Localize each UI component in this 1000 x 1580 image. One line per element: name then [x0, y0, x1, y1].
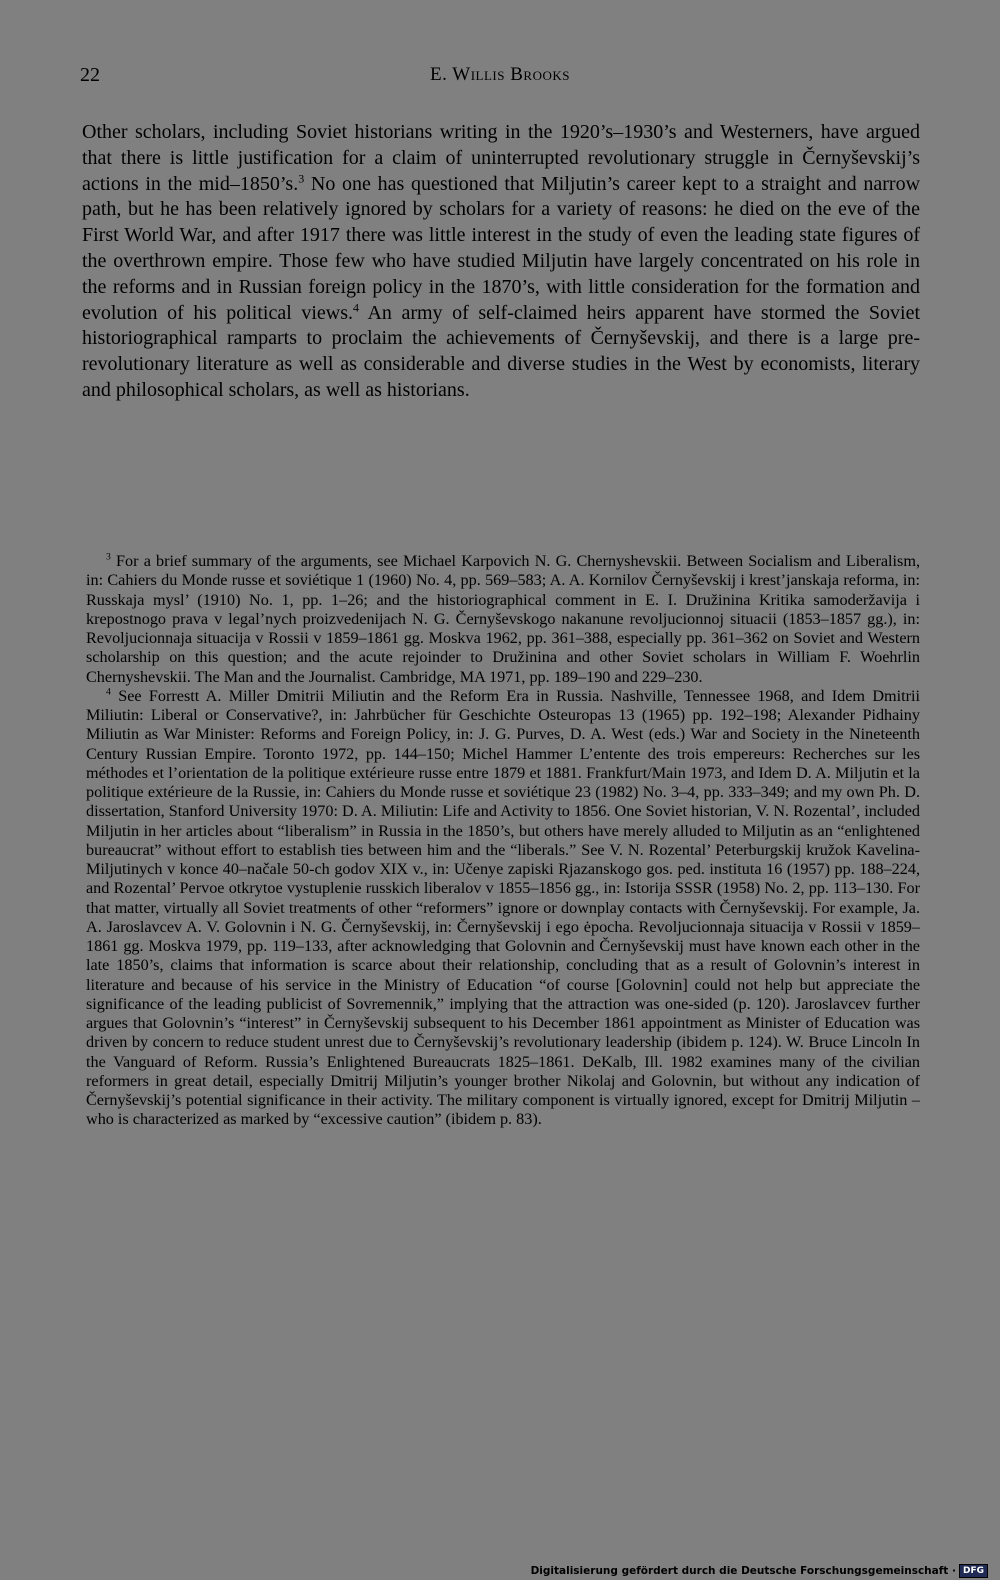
footnote-4 [86, 687, 920, 1130]
body-text-c: An army of self-claimed heirs apparent have stormed the Soviet historiographical ramparts to proclaim the achievements of Černyševskij, and there is a large pre-revolutionary literature as well as considerable and diverse studies in the West by economists, literary and philosophical scholars, as well as historians. [82, 301, 921, 401]
footnote-text: See Forrestt A. Miller Dmitrii Miliutin and the Reform Era in Russia. Nashville, Tennessee 1968, and Idem Dmitrii Miliutin: Liberal or Conservative?, in: Jahrbücher für Geschichte Osteuropas 13 (1965) pp. 192–198; Alexander Pidhainy Miliutin as War Minister: Reforms and Foreign Policy, in: J. G. Purves, D. A. West (eds.) War and Society in the Nineteenth Century Russian Empire. Toronto 1972, pp. 144–150; Michel Hammer L’entente des trois empereurs: Recherches sur les méthodes et l’orientation de la politique extérieure russe entre 1879 et 1881. Frankfurt/Main 1973, and Idem D. A. Miljutin et la politique extérieure de la Russie, in: Cahiers du Monde russe et soviétique 23 (1982) No. 3–4, pp. 333–349; and my own Ph. D. dissertation, Stanford University 1970: D. A. Miliutin: Life and Activity to 1856. One Soviet historian, V. N. Rozental’, included Miljutin in her articles about “liberalism” in Russia in the 1850’s, but others have merely alluded to Miljutin as an “enlightened bureaucrat” without effort to establish ties between him and the “liberals.” See V. N. Rozental’ Peterburgskij kružok Kavelina-Miljutinych v konce 40–načale 50-ch godov XIX v., in: Učenye zapiski Rjazanskogo gos. ped. instituta 16 (1957) pp. 188–224, and Rozental’ Pervoe otkrytoe vystuplenie russkich liberalov v 1855–1856 gg., in: Istorija SSSR (1958) No. 2, pp. 113–130. For that matter, virtually all Soviet treatments of other “reformers” ignore or downplay contacts with Černyševskij. For example, Ja. A. Jaroslavcev A. V. Golovnin i N. G. Černyševskij, in: Černyševskij i ego ėpocha. Revoljucionnaja situacija v Rossii v 1859–1861 gg. Moskva 1979, pp. 119–133, after acknowledging that Golovnin and Černyševskij must have known each other in the late 1850’s, claims that information is scarce about their relationship, concluding that as a result of Golovnin’s interest in literature and because of his service in the Ministry of Education “of course [Golovnin] could not help but appreciate the significance of the leading publicist of Sovremennik,” implying that the attraction was one-sided (p. 120). Jaroslavcev further argues that Golovnin’s “interest” in Černyševskij subsequent to his December 1861 appointment as Minister of Education was driven by concern to reduce student unrest due to Černyševskij’s revolutionary leadership (ibidem p. 124). W. Bruce Lincoln In the Vanguard of Reform. Russia’s Enlightened Bureaucrats 1825–1861. DeKalb, Ill. 1982 examines many of the civilian reformers in great detail, especially Dmitrij Miljutin’s younger brother Nikolaj and Golovnin, but without any indication of Černyševskij’s potential significance in their activity. The military component is virtually ignored, except for Dmitrij Miljutin – who is characterized as marked by “excessive caution” (ibidem p. 83). [86, 686, 920, 1129]
body-text-b: No one has questioned that Miljutin’s career kept to a straight and narrow path, but he has been relatively ignored by scholars for a variety of reasons: he died on the eve of the First World War, and after 1917 there was little interest in the study of even the leading state figures of the overthrown empire. Those few who have studied Miljutin have largely concentrated on his role in the reforms and in Russian foreign policy in the 1870’s, with little consideration for the formation and evolution of his political views. [82, 172, 921, 324]
footnote-marker: 4 [106, 686, 111, 698]
digitization-credit [531, 1564, 988, 1578]
footnote-marker: 3 [106, 551, 111, 563]
footnotes [86, 552, 920, 1130]
running-head: E. Willis Brooks [430, 64, 570, 85]
footnote-3 [86, 552, 920, 687]
body-paragraph [82, 120, 920, 404]
footnote-ref-3[interactable]: 3 [298, 170, 305, 185]
footnote-ref-4[interactable]: 4 [353, 299, 359, 314]
dfg-logo: DFG [959, 1564, 988, 1578]
body-text-a: Other scholars, including Soviet historians writing in the 1920’s–1930’s and Westerners, have argued that there is little justification for a claim of uninterrupted revolutionary struggle in Černyševskij’s actions in the mid–1850’s. [82, 121, 920, 195]
page-number: 22 [80, 64, 100, 86]
credit-text: Digitalisierung gefördert durch die Deutsche Forschungsgemeinschaft · [530, 1565, 956, 1577]
footnote-text: For a brief summary of the arguments, see Michael Karpovich N. G. Chernyshevskii. Between Socialism and Liberalism, in: Cahiers du Monde russe et soviétique 1 (1960) No. 4, pp. 569–583; A. A. Kornilov Černyševskij i krest’janskaja reforma, in: Russkaja mysl’ (1910) No. 1, pp. 1–26; and the historiographical comment in E. I. Družinina Kritika samoderžavija i krepostnogo prava v legal’nych proizvedenijach N. G. Černyševskogo nakanune revoljucionnoj situacii (1853–1857 gg.), in: Revoljucionnaja situacija v Rossii v 1859–1861 gg. Moskva 1962, pp. 361–388, especially pp. 361–362 on Soviet and Western scholarship on this question; and the acute rejoinder to Družinina and other Soviet scholars in William F. Woehrlin Chernyshevskii. The Man and the Journalist. Cambridge, MA 1971, pp. 189–190 and 229–230. [86, 552, 920, 686]
